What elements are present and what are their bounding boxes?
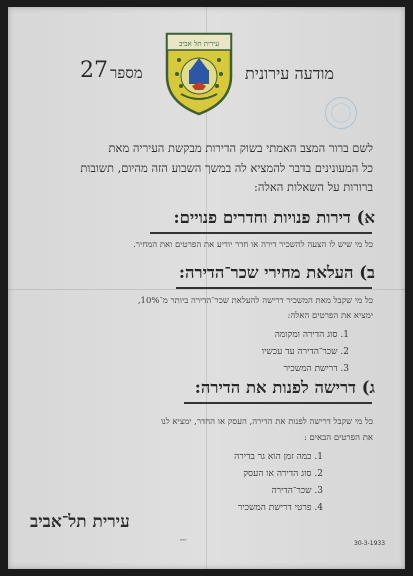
section-c-heading: ג) דרישה לפנות את הדירה: (194, 378, 375, 397)
section-b-item-3: 3. דרישת המשכיר (283, 364, 349, 374)
section-a-underline (150, 232, 372, 234)
intro-line-1: לשם ברור המצב האמתי בשוק הדירות מבקשת העיריה מאת (108, 141, 373, 155)
section-b-underline (176, 287, 372, 289)
signature: עירית תל־אביב (30, 512, 130, 532)
printer-note: דפוס (180, 538, 187, 542)
section-c-text-1: כל מי שקבל דרישה לפנות את הדירה, העסק או החדר, ימציא לנו (160, 417, 373, 427)
tel-aviv-emblem (163, 24, 235, 116)
section-b-text-2: ימציא את הפרטים האלה: (287, 311, 373, 321)
section-a-heading: א) דירות פנויות וחדרים פנויים: (173, 208, 375, 227)
notice-number: 27 (80, 58, 108, 83)
section-c-item-4: 4. פרטי דרישת המשכיר (237, 503, 323, 513)
ink-stamp (325, 97, 357, 129)
fold-line-horizontal (8, 289, 405, 290)
intro-line-2: כל המעונינים בדבר להמציא לה במשך השבוע הזה מהיום, תשובות (80, 161, 373, 175)
section-c-item-2: 2. סוג הדירה או העסק (243, 469, 323, 479)
section-a-text: כל מי שיש לו הצעה להשכיר דירה או חדר יודיע את הפרטים ואת המחיר. (133, 240, 373, 250)
section-b-item-2: 2. שכר־הדירה עד עכשיו (261, 347, 349, 357)
section-c-underline (184, 402, 372, 404)
section-c-item-1: 1. כמה זמן הוא גר בדירה (234, 452, 323, 462)
section-b-heading: ב) העלאת מחירי שכר־הדירה: (178, 263, 375, 282)
emblem-banner-text: עירית תל אביב (178, 40, 220, 48)
section-c-item-3: 3. שכר־הדירה (271, 486, 323, 496)
notice-number-label: מספר (110, 64, 143, 82)
date: 30-3-1933 (354, 540, 386, 547)
section-b-item-1: 1. סוג הדירה ומקומה (274, 330, 349, 340)
intro-line-3: ברורות על השאלות האלה: (254, 180, 373, 194)
notice-title: מודעה עירונית (245, 64, 334, 83)
section-c-text-2: את הפרטים הבאים : (303, 433, 373, 443)
section-b-text-1: כל מי שקבל מאת המשכיר דרישה להעלאת שכר־הדירה ביותר מ־10%, (137, 296, 373, 306)
